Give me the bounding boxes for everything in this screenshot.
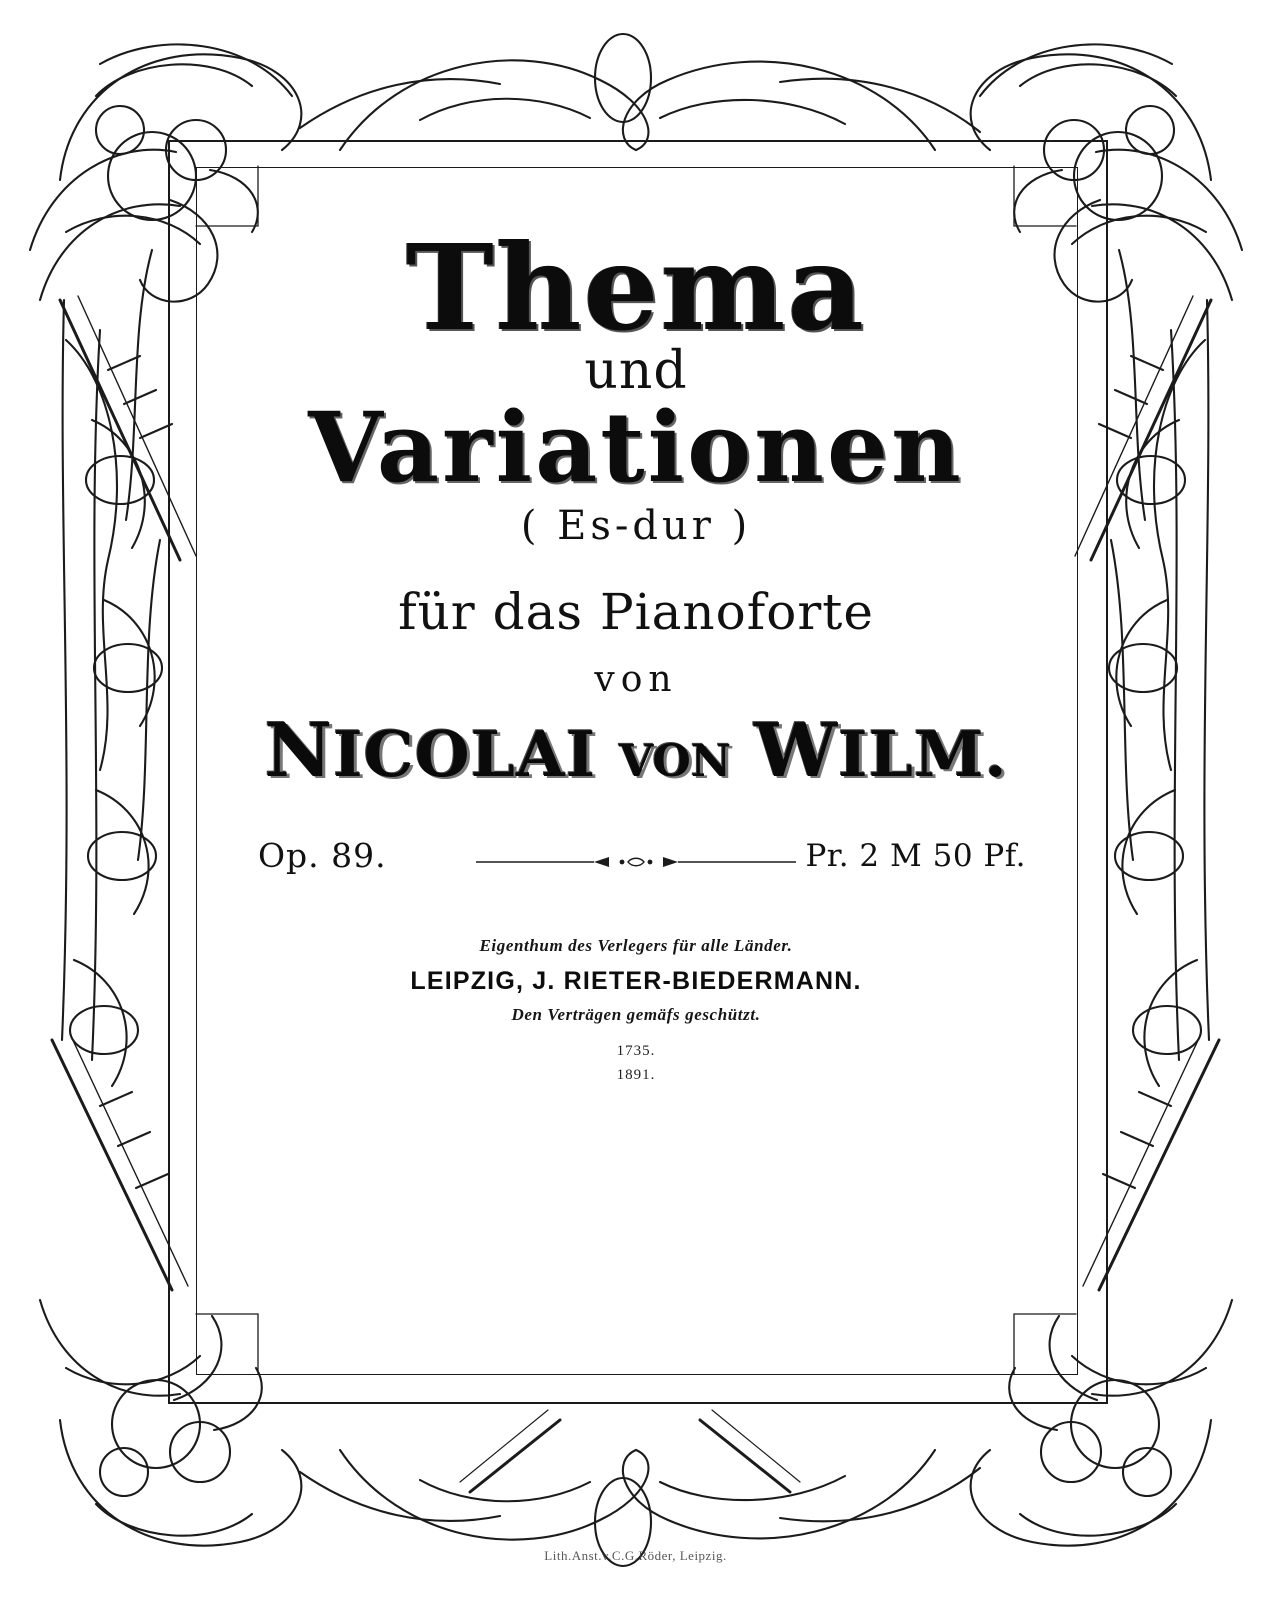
- publication-year: 1891.: [616, 1066, 656, 1083]
- key-designation: ( Es-dur ): [520, 502, 752, 549]
- fleuron-divider-icon: [476, 856, 796, 868]
- page-title-thema: [196, 218, 1076, 357]
- composer-last-cap: W: [754, 707, 839, 794]
- price-label: Pr. 2 M 50 Pf.: [805, 837, 1026, 874]
- plate-number: 1735.: [616, 1042, 656, 1059]
- opus-price-row: [196, 836, 1076, 880]
- composer-middle: VON: [619, 735, 732, 787]
- title-content: [196, 167, 1076, 1373]
- instrumentation: für das Pianoforte: [398, 582, 874, 641]
- composer-name: [196, 708, 1076, 794]
- title-variationen: Variationen: [308, 391, 964, 504]
- composer-first-rest: ICOLAI: [333, 716, 597, 791]
- publisher-name: LEIPZIG, J. RIETER-BIEDERMANN.: [410, 966, 862, 995]
- opus-number: Op. 89.: [258, 835, 387, 875]
- by-word: von: [594, 658, 678, 700]
- title-thema-text: Thema: [406, 218, 866, 357]
- publisher-block: [196, 936, 1076, 1084]
- title-und: und: [584, 341, 688, 401]
- composer-first-cap: N: [264, 707, 334, 794]
- composer-last-rest: ILM.: [838, 716, 1008, 791]
- publisher-rights-note: Eigenthum des Verlegers für alle Länder.: [479, 935, 793, 955]
- printer-credit: Lith.Anst.v.C.G.Röder, Leipzig.: [544, 1548, 727, 1563]
- protection-note: Den Verträgen gemäfs geschützt.: [511, 1004, 761, 1024]
